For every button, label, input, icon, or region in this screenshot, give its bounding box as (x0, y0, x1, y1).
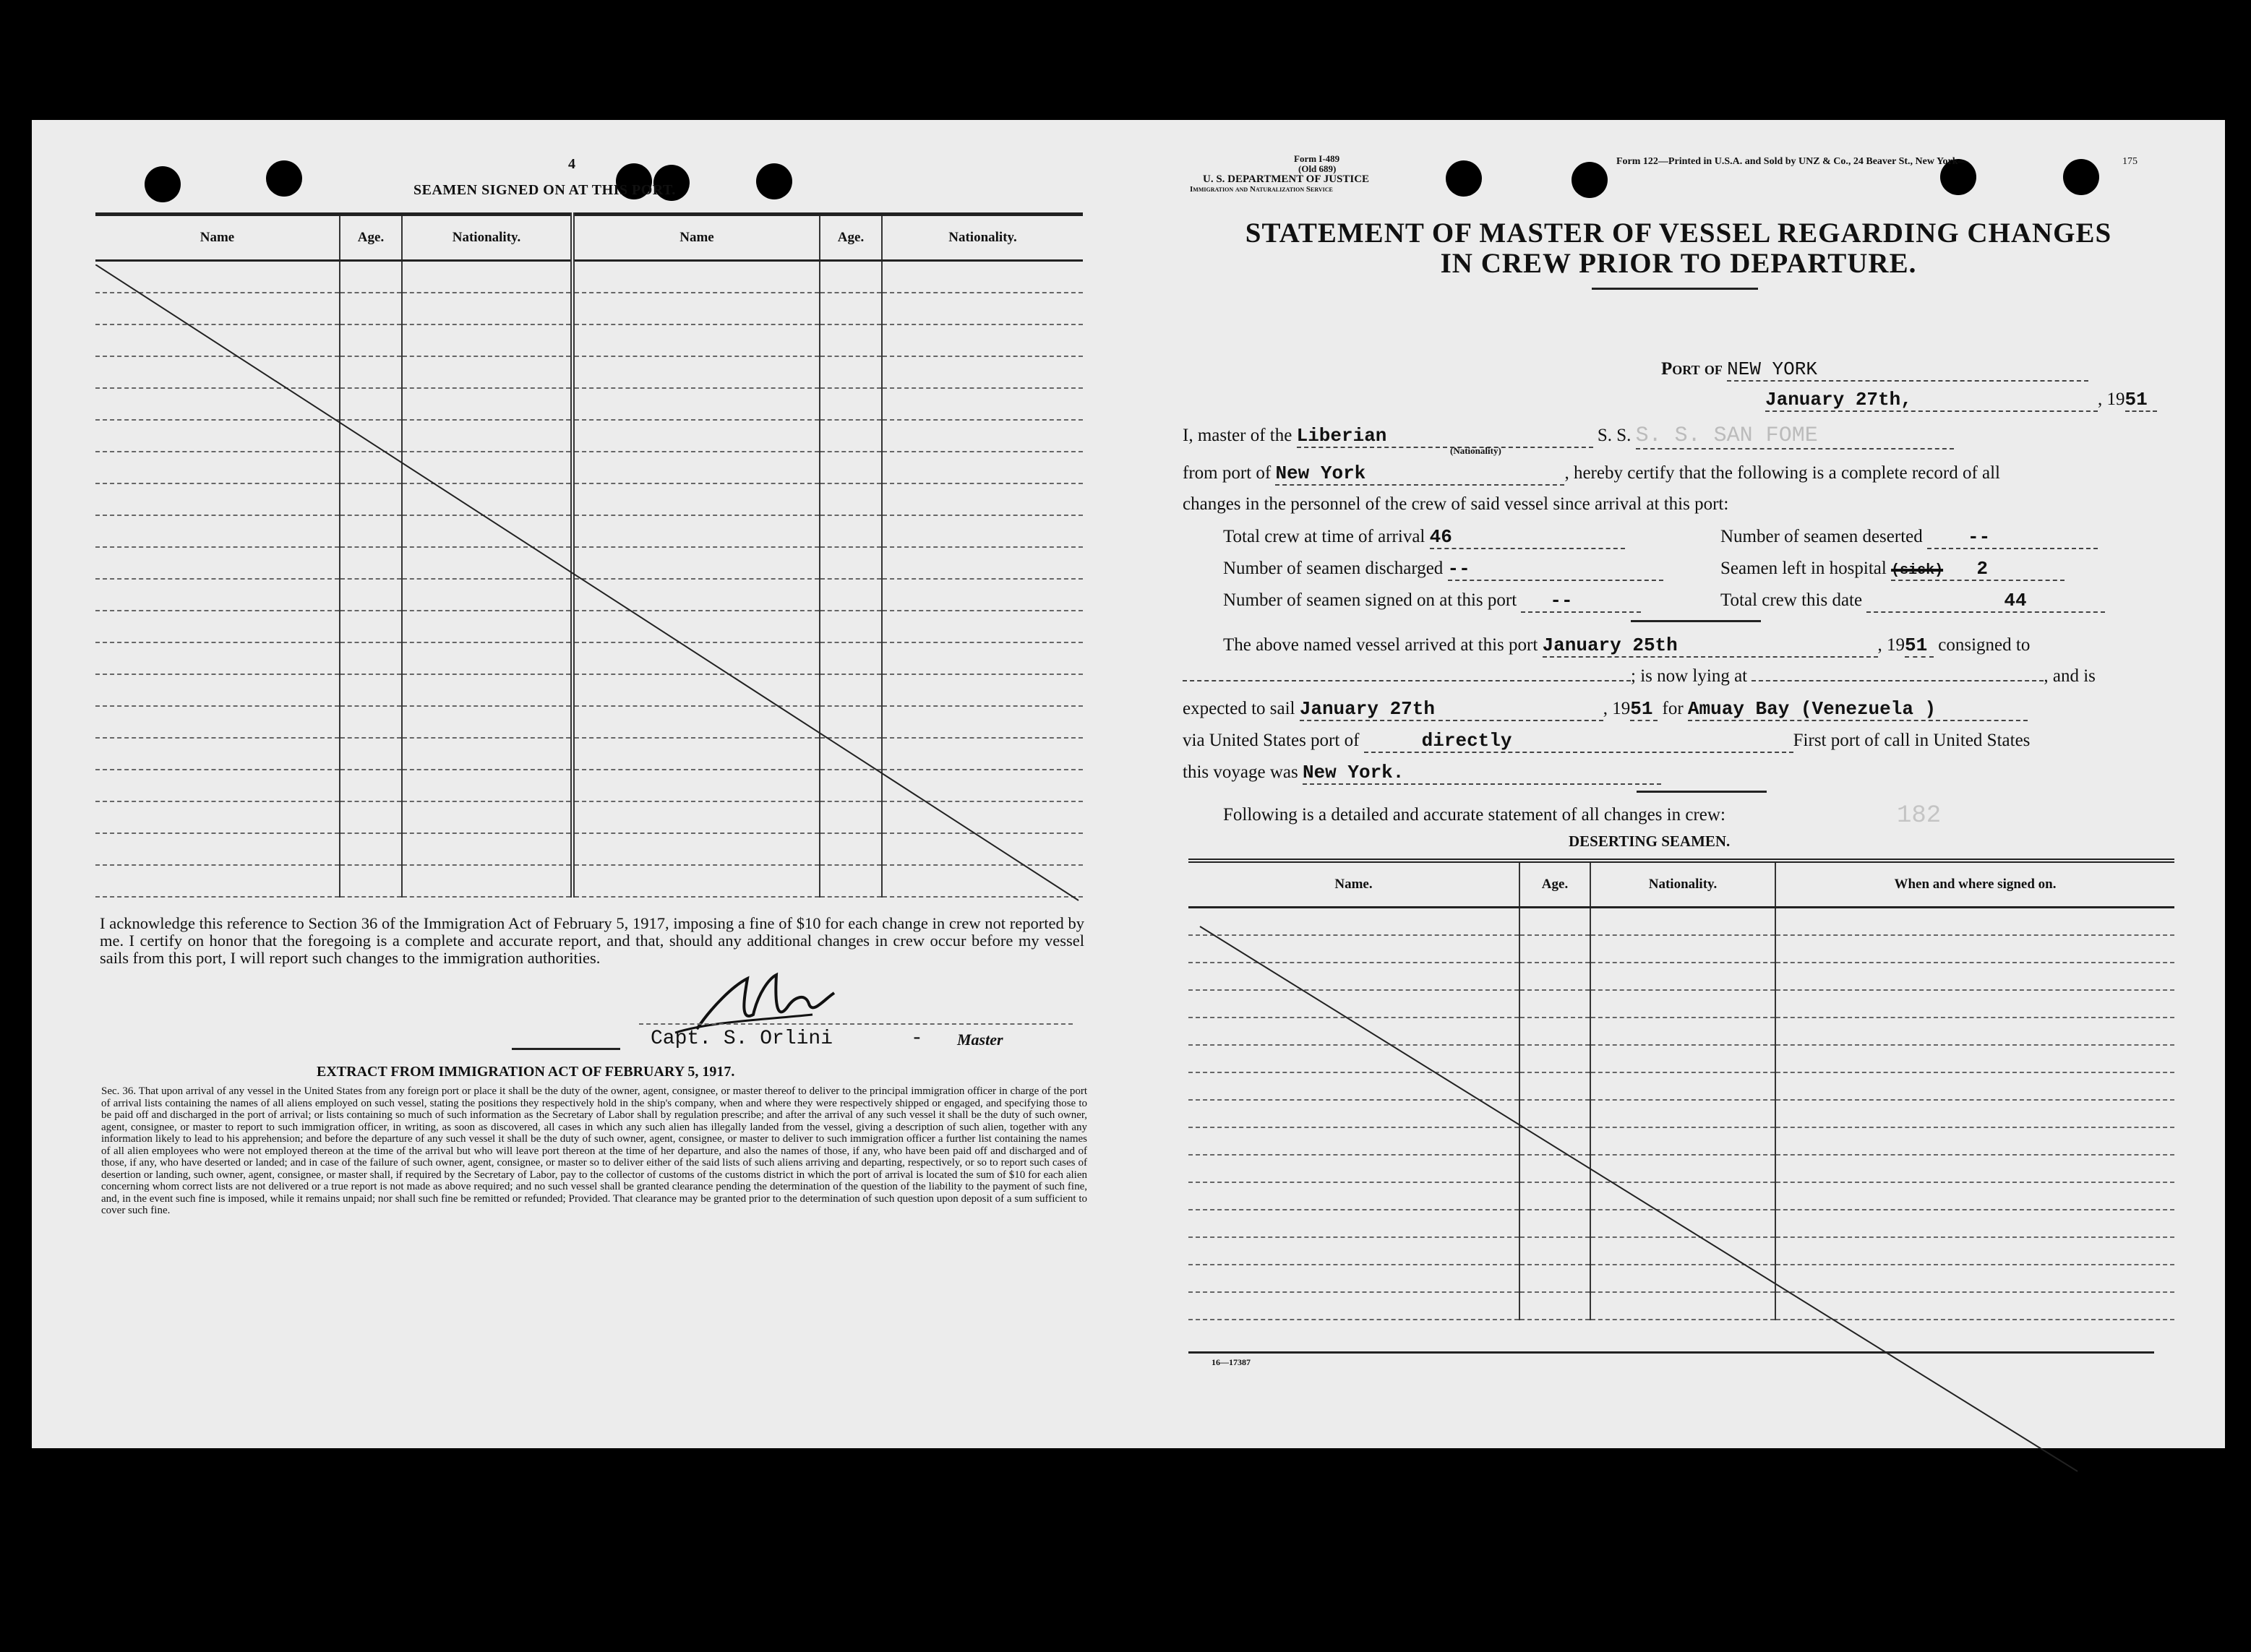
sail-year-value: 51 (1630, 698, 1658, 721)
for-label: for (1662, 699, 1684, 718)
acknowledgement-text: I acknowledge this reference to Section 36 of the Immigration Act of February 5, 1917, imposing a fine of $10 for each change in crew not reported by me. I certify on honor that the foregoing is a complete and accurate report, and that, should any additional changes in crew occur before my vessel sails from this port, I will report such changes to the immigration authorities. (100, 914, 1084, 967)
diagonal-cancel-line (1200, 926, 2078, 1471)
form-title-line2: IN CREW PRIOR TO DEPARTURE. (1440, 248, 1917, 279)
hospital-value-field (1891, 558, 2065, 581)
total-crew-date-label: Total crew this date (1720, 590, 1863, 610)
table-bottom-rule (1188, 1351, 2154, 1354)
consigned-label: consigned to (1938, 635, 2031, 655)
total-crew-arrival-value: 46 (1430, 526, 1625, 549)
page-number: 4 (568, 156, 575, 172)
column-header: Nationality. (402, 215, 573, 261)
nationality-caption: (Nationality) (1450, 445, 1501, 456)
port-value: NEW YORK (1727, 358, 2088, 382)
signature-underline (512, 1048, 620, 1050)
lying-label: ; is now lying at (1631, 666, 1748, 686)
deserted-row (1720, 526, 2098, 549)
from-port-value: New York (1275, 463, 1564, 486)
punch-hole (756, 163, 792, 199)
signed-on-row (1223, 590, 1641, 613)
total-crew-arrival-label: Total crew at time of arrival (1223, 527, 1425, 546)
total-crew-date-row (1720, 590, 2105, 613)
year-prefix: , 19 (2098, 390, 2125, 409)
stamp-number: 182 (1897, 802, 1942, 830)
hospital-value: 2 (1976, 558, 1988, 580)
punch-hole (1572, 162, 1608, 198)
column-header: Age. (340, 215, 402, 261)
strike-through-line (95, 264, 1083, 903)
diagonal-cancel-line (95, 264, 1079, 900)
voyage-row (1183, 762, 1661, 785)
lying-value (1752, 680, 2044, 681)
arrived-label: The above named vessel arrived at this port (1223, 635, 1538, 655)
form-old-number: (Old 689) (1298, 163, 1337, 174)
signature-title: Master (957, 1031, 1003, 1049)
printer-note: Form 122—Printed in U.S.A. and Sold by UNZ & Co., 24 Beaver St., New York— (1616, 156, 1968, 167)
column-header: Nationality. (1590, 861, 1775, 908)
column-header: Name (95, 215, 340, 261)
form-number: Form I-489 (1294, 153, 1340, 164)
punch-hole (145, 166, 181, 202)
arrived-year-prefix: , 19 (1877, 635, 1905, 655)
via-label: via United States port of (1183, 731, 1360, 750)
and-is-label: , and is (2044, 666, 2096, 686)
first-port-label: First port of call in United States (1793, 731, 2031, 750)
section-title: SEAMEN SIGNED ON AT THIS PORT. (413, 182, 676, 198)
nationality-value: Liberian (1297, 425, 1593, 448)
title-rule (1592, 288, 1758, 290)
following-text: Following is a detailed and accurate statement of all changes in crew: (1223, 805, 1725, 825)
certify-text: , hereby certify that the following is a complete record of all (1564, 463, 2001, 483)
consigned-value (1183, 680, 1631, 681)
column-header: When and where signed on. (1775, 861, 2174, 908)
signature-name: Capt. S. Orlini (651, 1028, 833, 1050)
printer-number: 175 (2122, 156, 2138, 167)
year-value: 51 (2125, 389, 2157, 412)
column-header: Name (573, 215, 820, 261)
date-row (1765, 389, 2157, 412)
document-sheet (32, 120, 2225, 1448)
discharged-row (1223, 558, 1663, 581)
form-title-line1: STATEMENT OF MASTER OF VESSEL REGARDING CHANGES (1245, 218, 2112, 249)
signed-on-value: -- (1521, 590, 1641, 613)
column-header: Nationality. (882, 215, 1083, 261)
arrived-row (1223, 634, 2030, 658)
voyage-label: this voyage was (1183, 762, 1298, 782)
from-port-label: from port of (1183, 463, 1272, 483)
signed-on-label: Number of seamen signed on at this port (1223, 590, 1517, 610)
service-name: Immigration and Naturalization Service (1190, 185, 1333, 194)
hospital-label: Seamen left in hospital (1720, 559, 1887, 578)
sail-date-value: January 27th (1300, 698, 1603, 721)
department-name: U. S. DEPARTMENT OF JUSTICE (1203, 173, 1370, 185)
column-header: Name. (1188, 861, 1519, 908)
master-row (1183, 423, 1954, 449)
signature-dash: - (911, 1028, 923, 1050)
sail-year-prefix: , 19 (1603, 699, 1631, 718)
hospital-struck-word: (sick) (1891, 562, 1944, 579)
column-header: Age. (1519, 861, 1590, 908)
punch-hole (2063, 159, 2099, 195)
port-of-row (1661, 358, 2088, 382)
via-row (1183, 730, 2030, 753)
via-value: directly (1364, 730, 1793, 753)
stats-rule (1631, 620, 1761, 622)
signature-dotted-line (639, 1023, 1073, 1025)
punch-hole (1446, 160, 1482, 197)
extract-text: Sec. 36. That upon arrival of any vessel in the United States from any foreign port or place it shall be the duty of the owner, agent, consignee, or master thereof to deliver to the principal immigration officer in charge of the port of arrival lists containing the names of all aliens employed on such vessel, stating the positions they respectively hold in the ship's company, when and where they were respectively shipped or engaged, and specifying those to be paid off and discharged in the port of arrival; or lists containing so much of such information as the Secretary of Labor shall by regulation prescribe; and after the arrival of any such vessel it shall be the duty of such owner, agent, consignee, or master to report to such immigration officer, in writing, as soon as discovered, all cases in which any such alien has illegally landed from the vessel, giving a description of such alien, together with any information likely to lead to his apprehension; and before the departure of any such vessel it shall be the duty of such owner, agent, consignee, or master to deliver to such immigration officer a further list containing the names of all alien employees who were not employed thereon at the time of the arrival but who will leave port thereon at the time of her departure, and also the names of those, if any, who have been paid off and discharged and of those, if any, who have deserted or landed; and in case of the failure of such owner, agent, consignee, or master so to deliver either of the said lists of such aliens arriving and departing, respectively, or so to report such cases of desertion or landing, such owner, agent, consignee, or master shall, if required by the Secretary of Labor, pay to the collector of customs of the customs district in which the port of arrival is located the sum of $10 for each alien concerning whom correct lists are not delivered or a true report is not made as above required; and no such vessel shall be granted clearance pending the determination of the question of the liability to the payment of such fine, and, in the event such fine is imposed, while it remains unpaid; nor shall such fine be remitted or refunded; Provided. That clearance may be granted prior to the determination of such question upon deposit of a sum sufficient to cover such fine. (101, 1085, 1087, 1216)
arrived-year-value: 51 (1905, 634, 1934, 658)
lying-row (1183, 666, 2096, 687)
total-crew-date-value: 44 (1866, 590, 2105, 613)
date-value: January 27th, (1765, 389, 2098, 412)
from-port-row (1183, 463, 2000, 486)
total-crew-arrival-row (1223, 526, 1625, 549)
expected-label: expected to sail (1183, 699, 1295, 718)
extract-title: EXTRACT FROM IMMIGRATION ACT OF FEBRUARY 5, 1917. (317, 1064, 735, 1080)
expected-row (1183, 698, 2028, 721)
column-header: Age. (820, 215, 882, 261)
ss-label: S. S. (1597, 426, 1632, 445)
hospital-row (1720, 558, 2065, 581)
discharged-label: Number of seamen discharged (1223, 559, 1444, 578)
discharged-value: -- (1448, 558, 1663, 581)
changes-row: changes in the personnel of the crew of said vessel since arrival at this port: (1183, 494, 1729, 514)
deserted-label: Number of seamen deserted (1720, 527, 1923, 546)
master-label: I, master of the (1183, 426, 1292, 445)
deserted-value: -- (1927, 526, 2098, 549)
port-label: Port of (1661, 359, 1723, 379)
footer-code: 16—17387 (1212, 1357, 1251, 1367)
destination-value: Amuay Bay (Venezuela ) (1688, 698, 2028, 721)
strike-through-line (1188, 922, 2174, 1479)
voyage-value: New York. (1303, 762, 1661, 785)
ship-name-value: S. S. SAN FOME (1636, 423, 1954, 449)
arrived-date-value: January 25th (1543, 634, 1878, 658)
punch-hole (266, 160, 302, 197)
deserting-title: DESERTING SEAMEN. (1569, 833, 1731, 850)
voyage-rule (1637, 791, 1767, 793)
